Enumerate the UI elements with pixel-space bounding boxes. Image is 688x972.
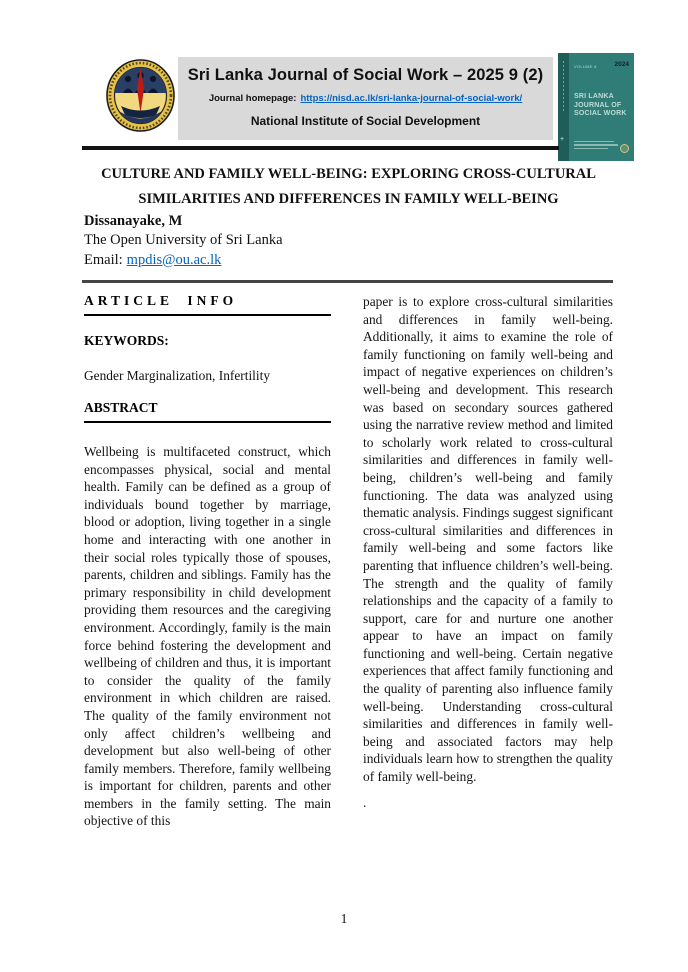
cover-title: SRI LANKA JOURNAL OF SOCIAL WORK [574,93,627,117]
page-number: 1 [340,911,348,926]
author-affiliation: The Open University of Sri Lanka [84,232,283,249]
abstract-text-left: Wellbeing is multifaceted construct, which encompasses physical, social and mental health. Family can be defined as a group of individuals bound together by marriage, blood or adoption, living together in a single home and interacting with one another in their social roles typically those of spouses, parents, children and siblings. Family has the primary responsibility in child development providing them resources and the caregiving environment. Accordingly, family is the main force behind fostering the development and wellbeing of children and thus, it is important to consider the quality of the family environment in which children are raised. The quality of the family environment not only affect children’s wellbeing and development but also well-being of other family members. Therefore, family wellbeing is important for children, parents and other members in the family setting. The main objective of this [84,444,331,829]
author-name: Dissanayake, M [84,213,183,229]
author-block [84,212,283,270]
abstract-column-right [363,293,613,811]
nisd-emblem-icon [106,59,175,132]
cover-seal-icon [620,144,629,153]
cover-footnote-lines [574,141,614,152]
email-link[interactable]: mpdis@ou.ac.lk [126,251,222,268]
cover-spine [558,53,569,161]
author-email-line [84,251,283,270]
journal-title: Sri Lanka Journal of Social Work – 2025 9 (2) [187,66,544,84]
journal-cover-thumbnail [558,53,634,161]
email-label: Email: [84,251,123,268]
header-divider [82,146,559,150]
institute-name: National Institute of Social Development [250,114,481,128]
trailing-period: . [363,794,367,810]
abstract-text-right: paper is to explore cross-cultural similarities and differences in family well-being. Additionally, it aims to examine the role of family functioning on family well-being and impact of negative experiences on children’s well-being and development. This research was based on secondary sources gathered using the narrative review method and limited to scholarly work related to cross-cultural similarities and differences in family well-being, children’s well-being and family functioning. The data was analyzed using thematic analysis. Findings suggest significant cross-cultural similarities and differences in family well-being and some factors like parenting that influence children’s well-being. The strength and the quality of family relationships and the capacity of a family to support, care for and nurture one another appear to have an impact on family functioning and well-being. Certain negative experiences that affect family functioning and the quality of parenting also influence family well-being. Understanding cross-cultural similarities and differences in family well-being and associated factors may help individuals learn how to strengthen the quality of family well-being. [363,294,613,785]
keywords-text: Gender Marginalization, Infertility [84,368,271,383]
spine-mark: + [560,136,565,143]
keywords-heading: KEYWORDS: [84,333,169,348]
article-info-column [84,293,331,830]
section-divider [82,280,613,283]
article-info-heading: ARTICLE INFO [84,293,331,316]
cover-year: 2024 [614,61,629,68]
journal-homepage-line [178,93,553,104]
homepage-link[interactable]: https://nisd.ac.lk/sri-lanka-journal-of-social-work/ [300,93,523,104]
cover-volume: VOLUME 8 [574,64,597,69]
journal-header-banner [178,57,553,140]
homepage-label: Journal homepage: [208,93,297,104]
abstract-heading: ABSTRACT [84,400,331,423]
article-title: CULTURE AND FAMILY WELL-BEING: EXPLORING CROSS-CULTURAL SIMILARITIES AND DIFFERENCES IN FAMILY WELL-BEING [101,166,596,207]
